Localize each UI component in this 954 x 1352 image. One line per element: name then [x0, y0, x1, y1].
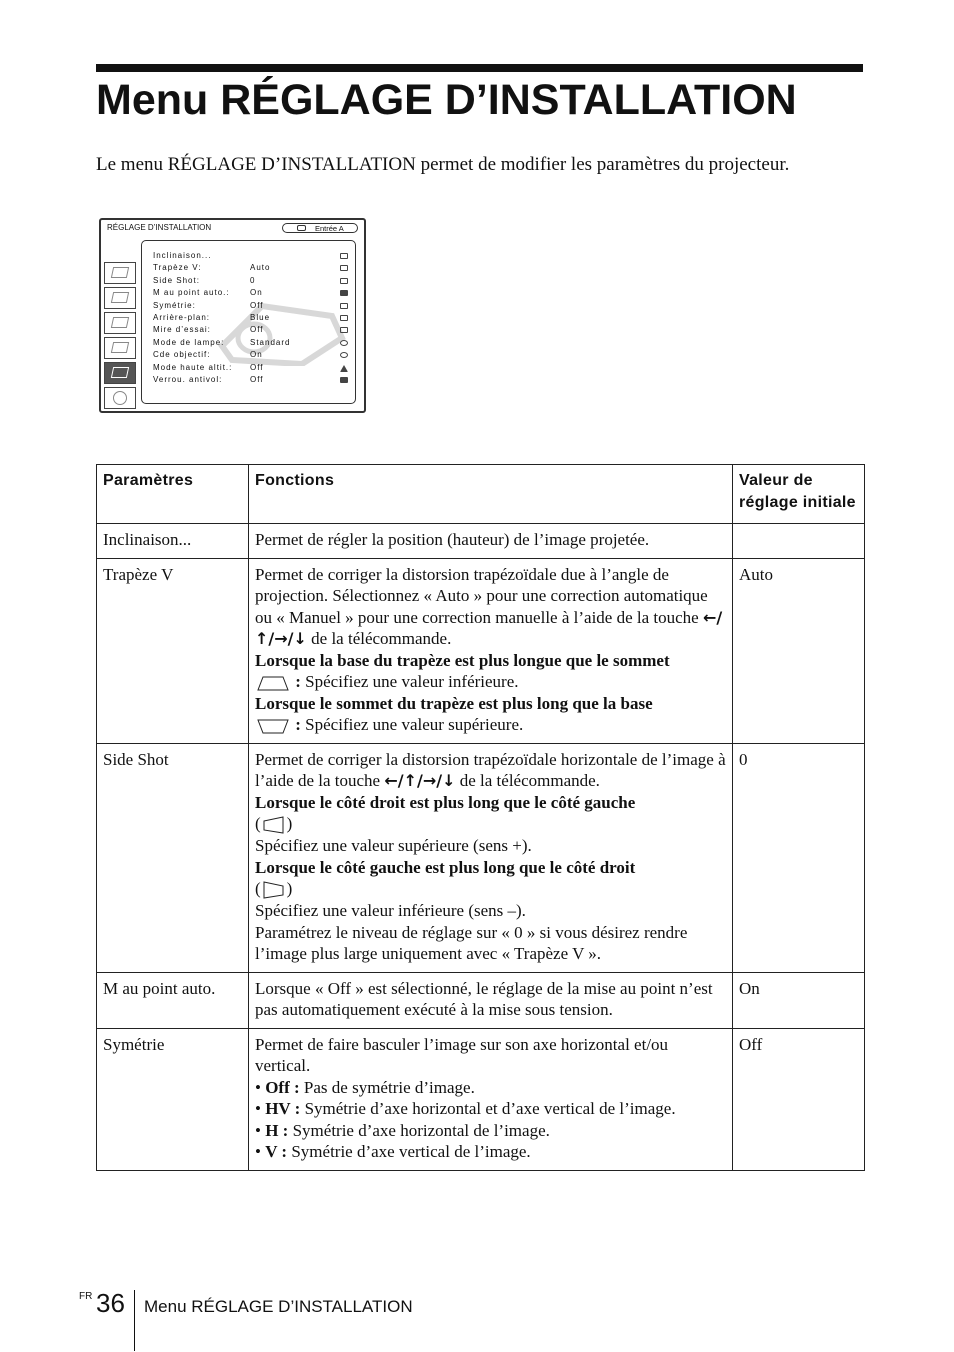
auto-focus-icon — [340, 290, 348, 296]
osd-input-indicator — [282, 223, 358, 233]
osd-setting-row — [153, 374, 353, 386]
list-item: • V : Symétrie d’axe vertical de l’image. — [255, 1142, 531, 1162]
osd-setting-value: On — [250, 288, 263, 298]
initial-value-cell: 0 — [733, 743, 865, 972]
osd-setting-label: Symétrie: — [153, 300, 196, 310]
initial-value-cell: Auto — [733, 558, 865, 743]
lens-control-icon — [340, 352, 348, 358]
function-cell: Permet de régler la position (hauteur) de l’image projetée. — [249, 524, 733, 559]
osd-setting-value: Standard — [250, 337, 291, 347]
osd-setting-value: 0 — [250, 275, 256, 285]
trapezoid-wide-top-icon — [255, 717, 291, 735]
param-cell: Inclinaison... — [97, 524, 249, 559]
arrow-keys-icon: ←/↑/→/↓ — [255, 607, 723, 648]
table-row — [97, 972, 865, 1028]
table-header-row — [97, 465, 865, 524]
footer-divider — [134, 1290, 135, 1351]
background-icon — [340, 315, 348, 321]
osd-setting-row — [153, 312, 353, 324]
function-cell: Permet de corriger la distorsion trapézoïdale horizontale de l’image à l’aide de la touche ←/↑/→/↓ de la télécommande. Lorsque le côté droit est plus long que le côté gauche ( ) Spécifiez une valeur supérieure (sens +). Lorsque le côté gauche est plus long que le côté droit ( ) Spécifiez une valeur inférieure (sens –). Paramétrez le niveau de réglage sur « 0 » si vous désirez rendre l’image plus large uniquement avec « Trapèze V ». — [249, 743, 733, 972]
osd-setting-label: Mire d’essai: — [153, 325, 211, 335]
initial-value-cell — [733, 524, 865, 559]
osd-setting-value: Off — [250, 362, 264, 372]
osd-setting-row — [153, 337, 353, 349]
information-menu-icon — [104, 387, 136, 409]
trapezoid-right-long-icon — [261, 815, 287, 835]
osd-setting-label: Arrière-plan: — [153, 312, 211, 322]
function-cell: Permet de faire basculer l’image sur son axe horizontal et/ou vertical. • Off : Pas de symétrie d’image. • HV : Symétrie d’axe horizontal et d’axe vertical de l’image. • H : Symétrie d’axe horizontal de l’image. • V : Symétrie d’axe vertical de l’image. — [249, 1028, 733, 1170]
osd-input-label: Entrée A — [315, 224, 344, 233]
screen-menu-icon — [104, 287, 136, 309]
osd-setting-label: Mode de lampe: — [153, 337, 225, 347]
page-number: 36 — [96, 1288, 125, 1318]
initial-value-cell: Off — [733, 1028, 865, 1170]
language-code: FR — [79, 1291, 93, 1302]
trapezoid-left-long-icon — [261, 880, 287, 900]
header-fonctions: Fonctions — [249, 465, 733, 524]
trapezoid-wide-base-icon — [255, 674, 291, 692]
flip-icon — [340, 303, 348, 309]
altitude-icon — [340, 365, 348, 372]
osd-setting-label: Side Shot: — [153, 275, 200, 285]
table-row — [97, 524, 865, 559]
osd-setting-label: Inclinaison... — [153, 251, 212, 260]
menu-settings-icon — [104, 337, 136, 359]
table-row — [97, 743, 865, 972]
osd-menu-tabs — [104, 262, 138, 413]
arrow-keys-icon: ←/↑/→/↓ — [384, 771, 456, 790]
initial-value-cell: On — [733, 972, 865, 1028]
table-row — [97, 558, 865, 743]
osd-setting-value: Blue — [250, 312, 271, 322]
list-item: • H : Symétrie d’axe horizontal de l’image. — [255, 1120, 550, 1140]
osd-setting-row — [153, 349, 353, 361]
osd-setting-row — [153, 275, 353, 287]
title-rule — [96, 64, 863, 72]
setup-menu-icon — [104, 312, 136, 334]
table-row — [97, 1028, 865, 1170]
osd-setting-row — [153, 250, 353, 262]
osd-setting-value: Off — [250, 325, 264, 335]
osd-setting-value: On — [250, 350, 263, 360]
intro-paragraph: Le menu RÉGLAGE D’INSTALLATION permet de modifier les paramètres du projecteur. — [96, 154, 790, 175]
picture-menu-icon — [104, 262, 136, 284]
page-title: Menu RÉGLAGE D’INSTALLATION — [96, 76, 797, 124]
list-item: • HV : Symétrie d’axe horizontal et d’axe vertical de l’image. — [255, 1099, 676, 1119]
osd-setting-label: Trapèze V: — [153, 263, 202, 273]
osd-setting-value: Auto — [250, 263, 271, 273]
installation-menu-icon — [104, 362, 136, 384]
osd-settings-panel — [141, 240, 356, 404]
param-cell: Symétrie — [97, 1028, 249, 1170]
osd-setting-row — [153, 324, 353, 336]
test-pattern-icon — [340, 327, 348, 333]
osd-setting-row — [153, 362, 353, 374]
header-valeur-initiale: Valeur de réglage initiale — [733, 465, 865, 524]
function-cell: Lorsque « Off » est sélectionné, le réglage de la mise au point n’est pas automatiquement exécuté à la mise sous tension. — [249, 972, 733, 1028]
osd-setting-row — [153, 300, 353, 312]
lamp-icon — [340, 340, 348, 346]
param-cell: M au point auto. — [97, 972, 249, 1028]
osd-menu-title: RÉGLAGE D’INSTALLATION — [107, 223, 212, 232]
footer-section-title: Menu RÉGLAGE D’INSTALLATION — [144, 1297, 413, 1316]
empty-tab — [104, 412, 136, 413]
keystone-icon — [340, 265, 348, 271]
osd-setting-label: M au point auto.: — [153, 288, 230, 298]
header-parametres: Paramètres — [97, 465, 249, 524]
osd-setting-value: Off — [250, 374, 264, 384]
osd-menu-illustration — [99, 218, 366, 413]
list-item: • Off : Pas de symétrie d’image. — [255, 1077, 475, 1097]
function-cell: Permet de corriger la distorsion trapézoïdale due à l’angle de projection. Sélectionnez « Auto » pour une correction automatique ou « Manuel » pour une correction manuelle à l’aide de la touche ←/↑/→/↓ de la télécommande. Lorsque la base du trapèze est plus longue que le sommet : Spécifiez une valeur inférieure. Lorsque le sommet du trapèze est plus long que la base : Spécifiez une valeur supérieure. — [249, 558, 733, 743]
input-icon — [297, 225, 306, 231]
osd-setting-label: Verrou. antivol: — [153, 374, 223, 384]
tilt-icon — [340, 253, 348, 259]
side-shot-icon — [340, 278, 348, 284]
parameters-table — [96, 464, 865, 1171]
osd-setting-label: Cde objectif: — [153, 350, 211, 360]
osd-setting-row — [153, 287, 353, 299]
osd-setting-value: Off — [250, 300, 264, 310]
osd-settings-list — [153, 250, 353, 386]
osd-setting-label: Mode haute altit.: — [153, 362, 233, 372]
param-cell: Trapèze V — [97, 558, 249, 743]
param-cell: Side Shot — [97, 743, 249, 972]
lock-icon — [340, 377, 348, 383]
osd-setting-row — [153, 262, 353, 274]
